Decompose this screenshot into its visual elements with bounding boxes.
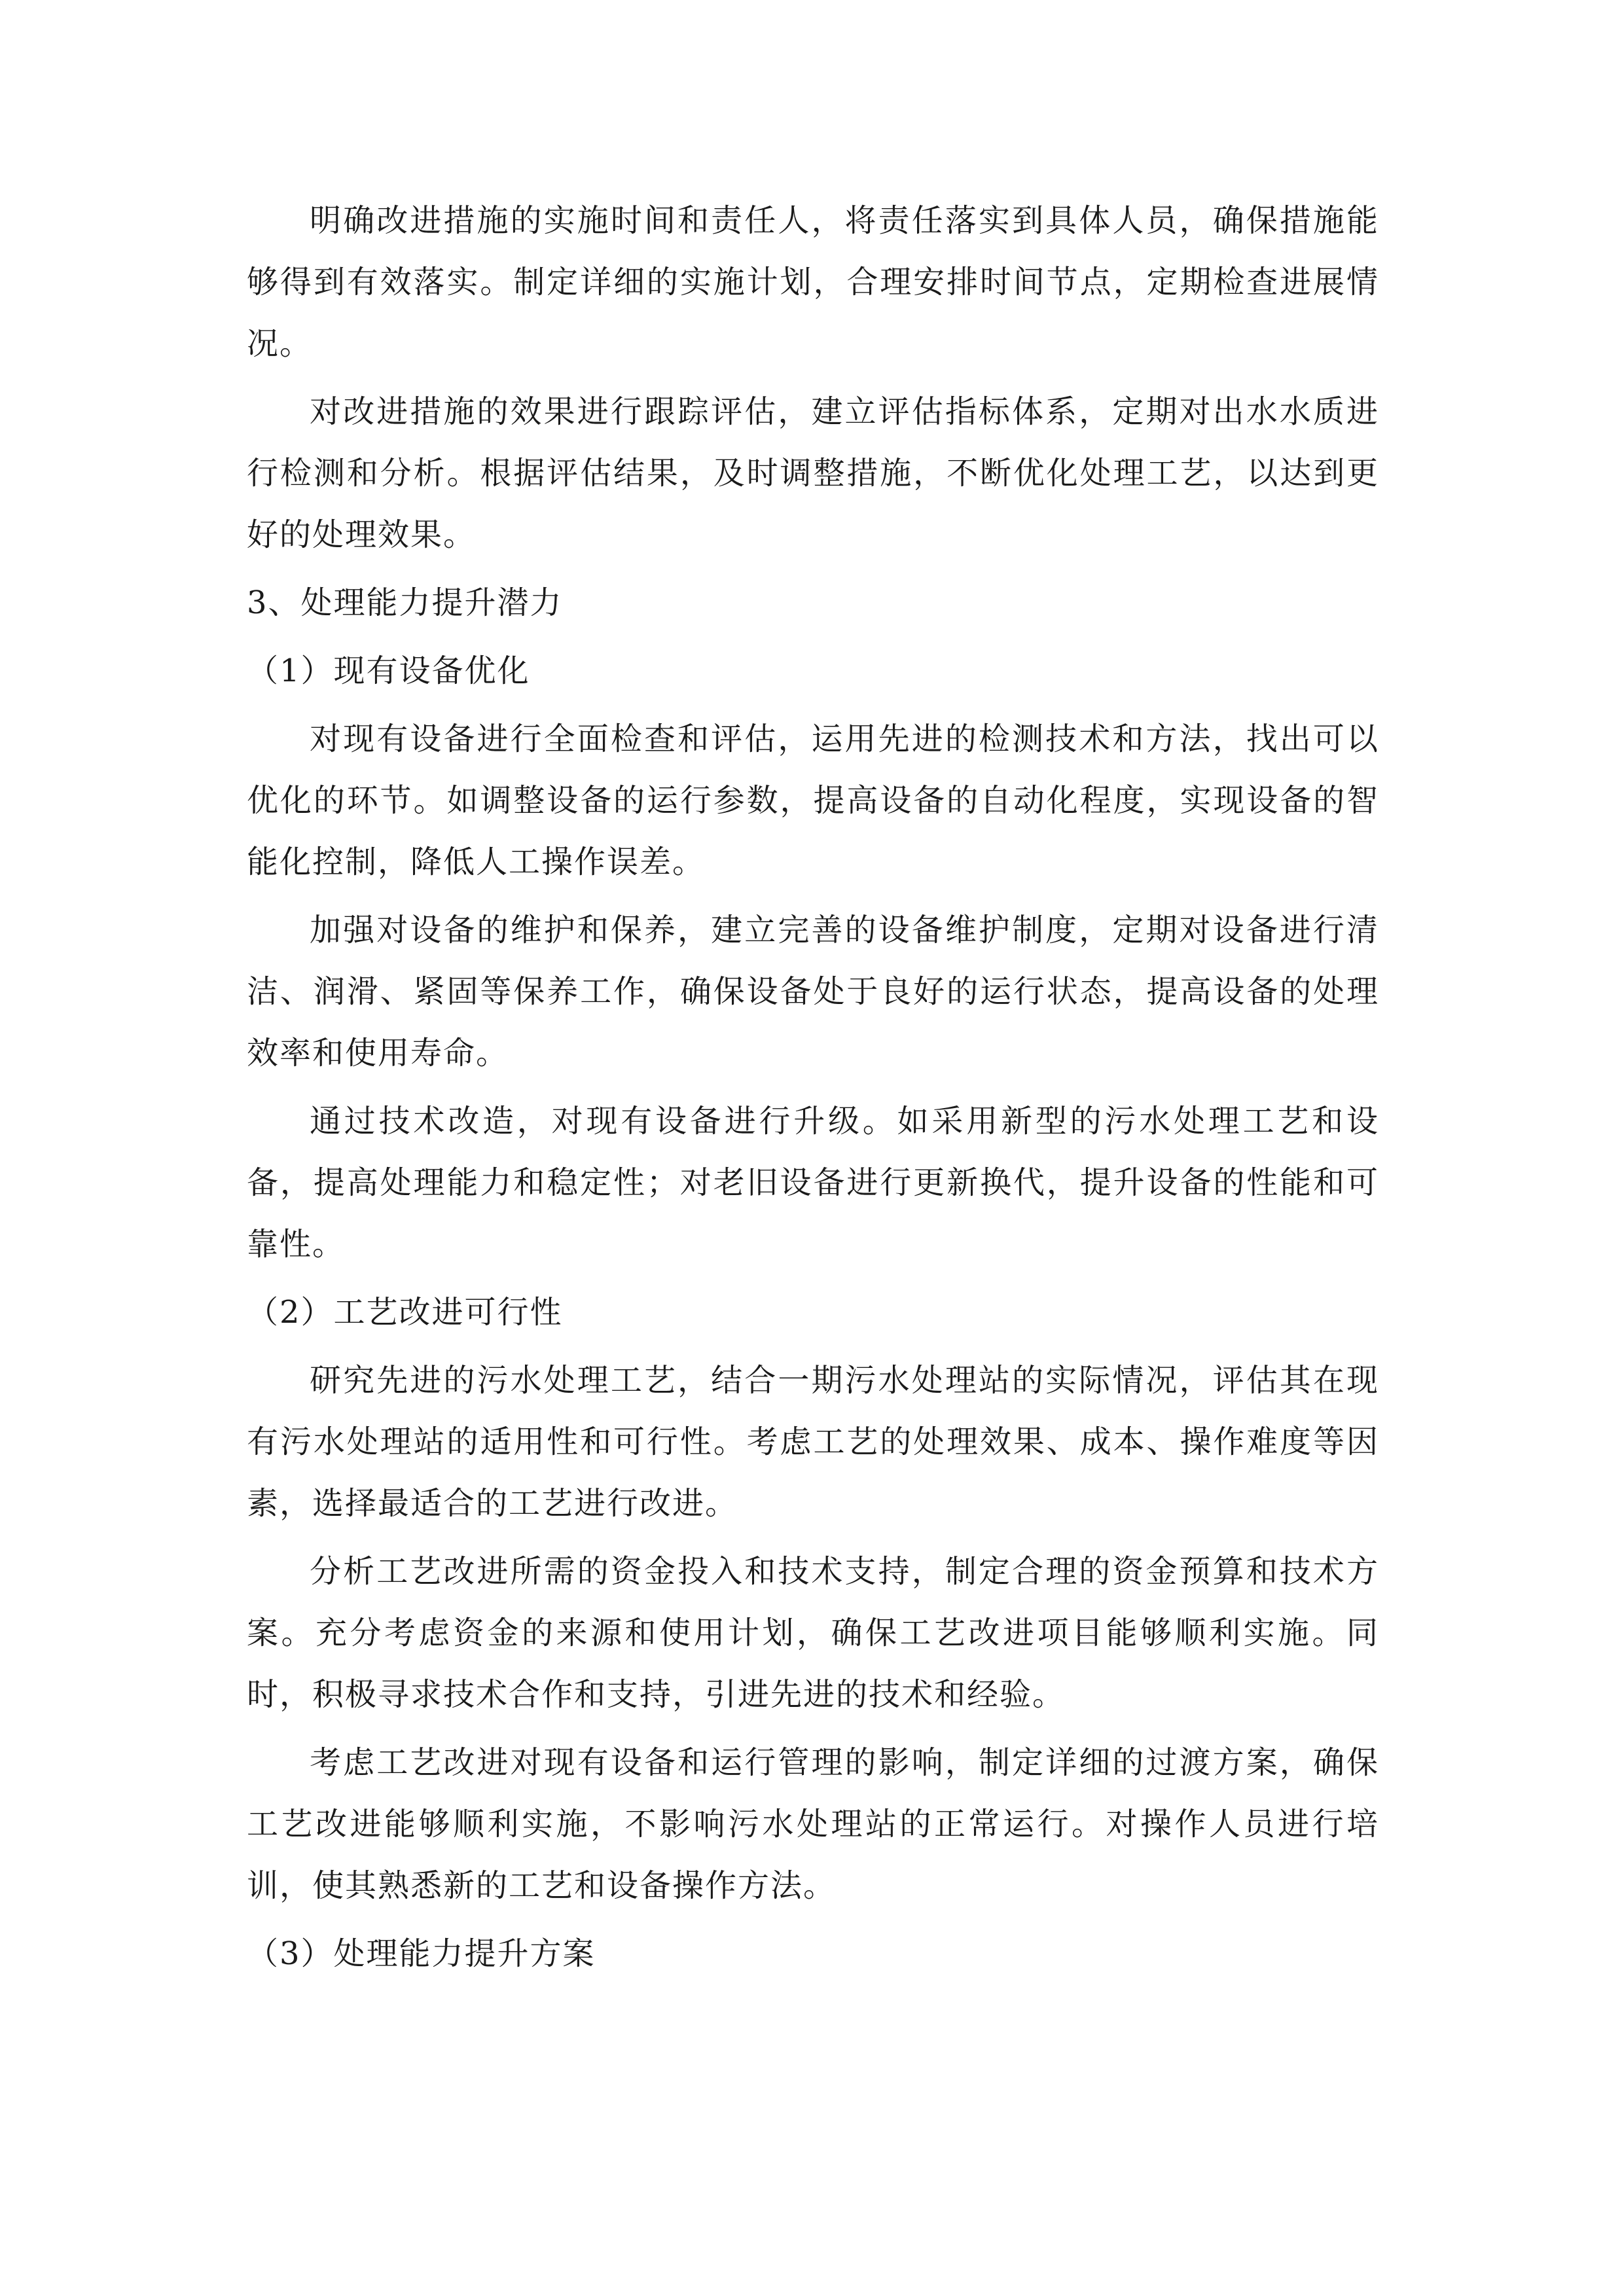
paragraph: 考虑工艺改进对现有设备和运行管理的影响，制定详细的过渡方案，确保工艺改进能够顺利实施，不影响污水处理站的正常运行。对操作人员进行培训，使其熟悉新的工艺和设备操作方法。 [247, 1744, 1379, 1904]
document-body [247, 190, 1379, 1991]
subsection-heading: （3）处理能力提升方案 [247, 1935, 596, 1972]
paragraph: 研究先进的污水处理工艺，结合一期污水处理站的实际情况，评估其在现有污水处理站的适用性和可行性。考虑工艺的处理效果、成本、操作难度等因素，选择最适合的工艺进行改进。 [247, 1362, 1379, 1522]
section-heading: 3、处理能力提升潜力 [247, 584, 563, 621]
paragraph: 对现有设备进行全面检查和评估，运用先进的检测技术和方法，找出可以优化的环节。如调整设备的运行参数，提高设备的自动化程度，实现设备的智能化控制，降低人工操作误差。 [247, 721, 1379, 880]
paragraph: 通过技术改造，对现有设备进行升级。如采用新型的污水处理工艺和设备，提高处理能力和稳定性；对老旧设备进行更新换代，提升设备的性能和可靠性。 [247, 1103, 1379, 1263]
subsection-heading: （2）工艺改进可行性 [247, 1294, 563, 1331]
paragraph: 分析工艺改进所需的资金投入和技术支持，制定合理的资金预算和技术方案。充分考虑资金的来源和使用计划，确保工艺改进项目能够顺利实施。同时，积极寻求技术合作和支持，引进先进的技术和经验。 [247, 1553, 1379, 1713]
paragraph: 明确改进措施的实施时间和责任人，将责任落实到具体人员，确保措施能够得到有效落实。制定详细的实施计划，合理安排时间节点，定期检查进展情况。 [247, 202, 1379, 362]
paragraph: 加强对设备的维护和保养，建立完善的设备维护制度，定期对设备进行清洁、润滑、紧固等保养工作，确保设备处于良好的运行状态，提高设备的处理效率和使用寿命。 [247, 912, 1379, 1071]
subsection-heading: （1）现有设备优化 [247, 653, 530, 689]
paragraph: 对改进措施的效果进行跟踪评估，建立评估指标体系，定期对出水水质进行检测和分析。根据评估结果，及时调整措施，不断优化处理工艺，以达到更好的处理效果。 [247, 393, 1379, 553]
